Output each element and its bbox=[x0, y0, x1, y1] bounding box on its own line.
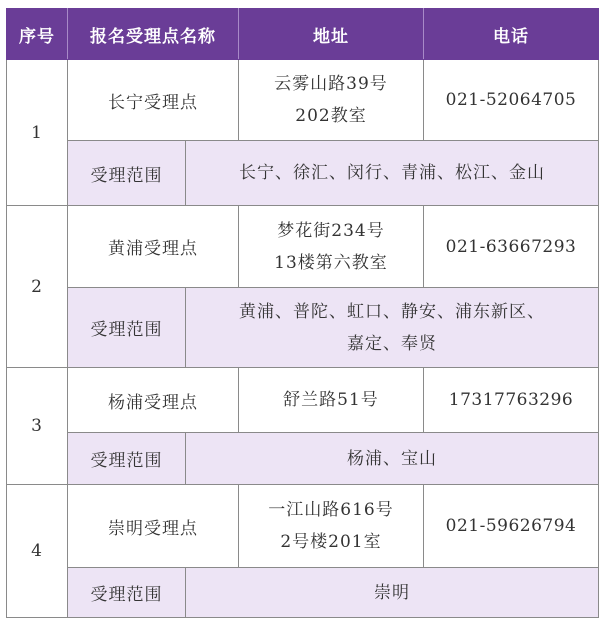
address-line: 舒兰路51号 bbox=[283, 390, 379, 410]
site-address bbox=[239, 206, 424, 288]
address-line: 202教室 bbox=[295, 106, 367, 126]
header-address: 地址 bbox=[239, 9, 424, 60]
scope-value bbox=[186, 288, 599, 368]
site-phone: 17317763296 bbox=[424, 368, 599, 433]
site-address bbox=[239, 60, 424, 141]
site-name: 杨浦受理点 bbox=[68, 368, 239, 433]
scope-row bbox=[7, 433, 599, 485]
row-number: 4 bbox=[7, 485, 68, 618]
header-no: 序号 bbox=[7, 9, 68, 60]
row-number: 1 bbox=[7, 60, 68, 206]
scope-label: 受理范围 bbox=[68, 288, 186, 368]
site-phone: 021-59626794 bbox=[424, 485, 599, 568]
scope-label: 受理范围 bbox=[68, 568, 186, 618]
scope-line: 崇明 bbox=[374, 582, 410, 603]
address-line: 2号楼201室 bbox=[280, 532, 382, 552]
scope-line: 嘉定、奉贤 bbox=[347, 333, 437, 354]
address-line: 一江山路616号 bbox=[268, 500, 394, 520]
scope-label: 受理范围 bbox=[68, 433, 186, 485]
scope-row bbox=[7, 568, 599, 618]
table-header-row bbox=[7, 9, 599, 60]
site-address bbox=[239, 368, 424, 433]
scope-line: 黄浦、普陀、虹口、静安、浦东新区、 bbox=[239, 301, 545, 322]
site-phone: 021-63667293 bbox=[424, 206, 599, 288]
row-number: 2 bbox=[7, 206, 68, 368]
site-address bbox=[239, 485, 424, 568]
scope-label: 受理范围 bbox=[68, 141, 186, 206]
address-line: 梦花街234号 bbox=[277, 220, 385, 241]
site-name: 崇明受理点 bbox=[68, 485, 239, 568]
scope-row bbox=[7, 141, 599, 206]
table-row bbox=[7, 206, 599, 288]
address-line: 云雾山路39号 bbox=[274, 74, 388, 94]
site-phone: 021-52064705 bbox=[424, 60, 599, 141]
address-line: 13楼第六教室 bbox=[274, 252, 388, 273]
registration-sites-table bbox=[6, 8, 599, 618]
table-row bbox=[7, 60, 599, 141]
scope-value bbox=[186, 433, 599, 485]
table-row bbox=[7, 368, 599, 433]
site-name: 长宁受理点 bbox=[68, 60, 239, 141]
header-phone: 电话 bbox=[424, 9, 599, 60]
scope-value bbox=[186, 141, 599, 206]
scope-line: 长宁、徐汇、闵行、青浦、松江、金山 bbox=[239, 163, 545, 183]
scope-value bbox=[186, 568, 599, 618]
header-site-name: 报名受理点名称 bbox=[68, 9, 239, 60]
site-name: 黄浦受理点 bbox=[68, 206, 239, 288]
scope-line: 杨浦、宝山 bbox=[347, 448, 437, 469]
table-row bbox=[7, 485, 599, 568]
scope-row bbox=[7, 288, 599, 368]
row-number: 3 bbox=[7, 368, 68, 485]
